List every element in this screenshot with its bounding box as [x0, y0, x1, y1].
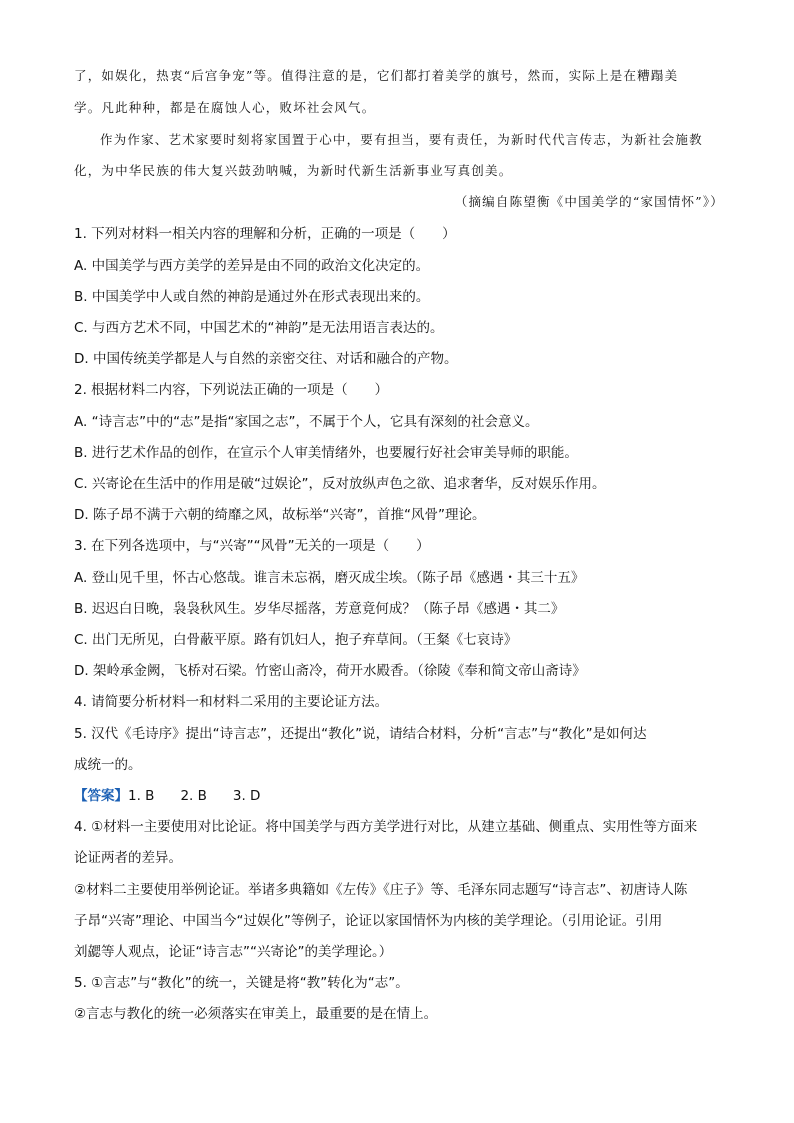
question-3-option-d: D. 架岭承金阙，飞桥对石梁。竹密山斋冷，荷开水殿香。（徐陵《奉和简文帝山斋诗》 — [74, 663, 586, 679]
answer-line: 刘勰等人观点，论证“诗言志”“兴寄论”的美学理论。） — [74, 944, 393, 960]
question-1-option-a: A. 中国美学与西方美学的差异是由不同的政治文化决定的。 — [74, 258, 430, 274]
passage-line: 作为作家、艺术家要时刻将家国置于心中，要有担当，要有责任，为新时代代言传志，为新社会施教 — [100, 132, 703, 147]
question-2-option-b: B. 进行艺术作品的创作，在宣示个人审美情绪外，也要履行好社会审美导师的职能。 — [74, 445, 578, 461]
answer-line: ②言志与教化的统一必须落实在审美上，最重要的是在情上。 — [74, 1006, 438, 1022]
question-1-option-d: D. 中国传统美学都是人与自然的亲密交往、对话和融合的产物。 — [74, 351, 458, 367]
question-2-option-d: D. 陈子昂不满于六朝的绮靡之风，故标举“兴寄”，首推“风骨”理论。 — [74, 507, 486, 523]
passage-line: 学。凡此种种，都是在腐蚀人心，败坏社会风气。 — [74, 100, 376, 115]
passage-line: 了，如娱化，热衷“后宫争宠”等。值得注意的是，它们都打着美学的旗号，然而，实际上是在糟蹋美 — [74, 68, 679, 83]
question-5-stem: 5. 汉代《毛诗序》提出“诗言志”，还提出“教化”说，请结合材料，分析“言志”与“教化”是如何达 — [74, 726, 647, 742]
answer-tag: 【答案】 — [74, 788, 128, 804]
question-3-option-b: B. 迟迟白日晚，袅袅秋风生。岁华尽摇落，芳意竟何成？（陈子昂《感遇・其二》 — [74, 601, 565, 617]
passage-line: 化，为中华民族的伟大复兴鼓劲呐喊，为新时代新生活新事业写真创美。 — [74, 163, 513, 178]
question-2-option-a: A. “诗言志”中的“志”是指“家国之志”，不属于个人，它具有深刻的社会意义。 — [74, 414, 539, 430]
question-4-stem: 4. 请简要分析材料一和材料二采用的主要论证方法。 — [74, 694, 389, 710]
answer-line: 5. ①言志”与“教化”的统一，关键是将“教”转化为“志”。 — [74, 975, 409, 991]
answer-choice-1: 1. B — [128, 788, 155, 804]
answer-choice-3: 3. D — [232, 788, 261, 804]
answer-line: ②材料二主要使用举例论证。举诸多典籍如《左传》《庄子》等、毛泽东同志题写“诗言志”、初唐诗人陈 — [74, 882, 688, 898]
passage-source: （摘编自陈望衡《中国美学的“家国情怀”》） — [454, 194, 724, 209]
question-5-stem-cont: 成统一的。 — [74, 757, 142, 773]
question-1-option-b: B. 中国美学中人或自然的神韵是通过外在形式表现出来的。 — [74, 289, 430, 305]
answer-choice-2: 2. B — [180, 788, 207, 804]
question-3-option-c: C. 出门无所见，白骨蔽平原。路有饥妇人，抱子弃草间。（王粲《七哀诗》 — [74, 632, 518, 648]
answer-choices-row — [74, 786, 724, 806]
question-1-stem: 1. 下列对材料一相关内容的理解和分析，正确的一项是（ ） — [74, 226, 456, 242]
answer-line: 子昂“兴寄”理论、中国当今“过娱化”等例子，论证以家国情怀为内核的美学理论。（引用论证。引用 — [74, 913, 663, 929]
question-1-option-c: C. 与西方艺术不同，中国艺术的“神韵”是无法用语言表达的。 — [74, 320, 444, 336]
question-3-stem: 3. 在下列各选项中，与“兴寄”“风骨”无关的一项是（ ） — [74, 538, 430, 554]
question-2-stem: 2. 根据材料二内容，下列说法正确的一项是（ ） — [74, 382, 389, 398]
answer-line: 4. ①材料一主要使用对比论证。将中国美学与西方美学进行对比，从建立基础、侧重点、实用性等方面来 — [74, 819, 698, 835]
answer-line: 论证两者的差异。 — [74, 850, 182, 866]
question-3-option-a: A. 登山见千里，怀古心悠哉。谁言未忘祸，磨灭成尘埃。（陈子昂《感遇・其三十五》 — [74, 570, 585, 586]
question-2-option-c: C. 兴寄论在生活中的作用是破“过娱论”，反对放纵声色之欲、追求奢华，反对娱乐作用。 — [74, 476, 606, 492]
